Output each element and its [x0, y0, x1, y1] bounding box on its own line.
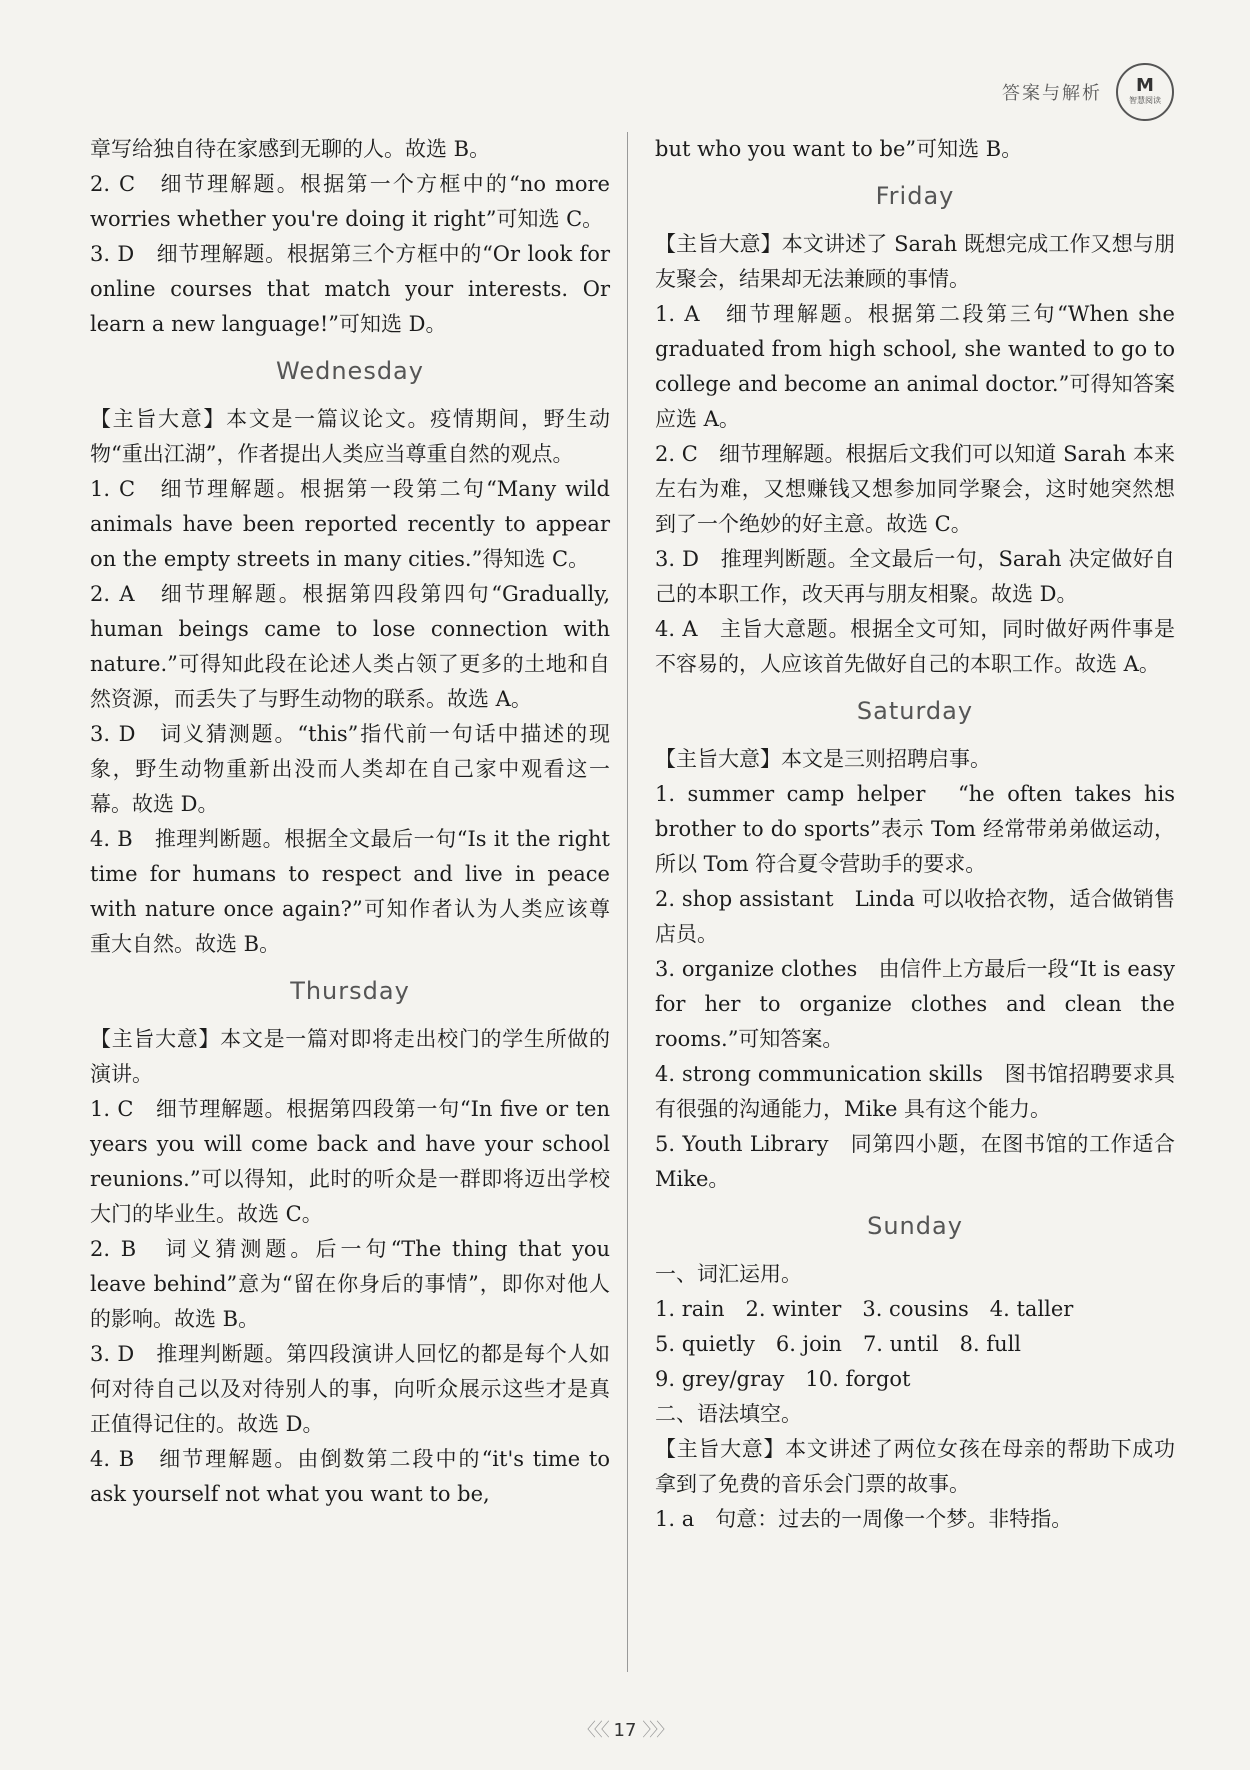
answer-item: 4. A 主旨大意题。根据全文可知，同时做好两件事是不容易的，人应该首先做好自己的本职工作。故选 A。 — [655, 617, 1175, 676]
answer-item: 4. B 细节理解题。由倒数第二段中的“it's time to ask yourself not what you want to be, — [90, 1447, 610, 1506]
answer-line: 5. quietly 6. join 7. until 8. full — [655, 1332, 1022, 1356]
column-divider — [627, 132, 628, 1672]
paragraph: 章写给独自待在家感到无聊的人。故选 B。 — [90, 137, 491, 161]
answer-item: 3. organize clothes 由信件上方最后一段“It is easy for her to organize clothes and clean the rooms.”可知答案。 — [655, 957, 1175, 1051]
answer-item: 2. B 词义猜测题。后一句“The thing that you leave behind”意为“留在你身后的事情”，即你对他人的影响。故选 B。 — [90, 1237, 610, 1331]
left-column — [90, 132, 610, 1512]
answer-item: 2. shop assistant Linda 可以收拾衣物，适合做销售店员。 — [655, 887, 1175, 946]
answer-item: 1. a 句意：过去的一周像一个梦。非特指。 — [655, 1507, 1073, 1531]
summary-paragraph: 【主旨大意】本文是一篇议论文。疫情期间，野生动物“重出江湖”，作者提出人类应当尊重自然的观点。 — [90, 407, 610, 466]
answer-item: 1. A 细节理解题。根据第二段第三句“When she graduated from high school, she wanted to go to college and become an animal doctor.”可得知答案应选 A。 — [655, 302, 1175, 431]
summary-paragraph: 【主旨大意】本文讲述了 Sarah 既想完成工作又想与朋友聚会，结果却无法兼顾的事情。 — [655, 232, 1175, 291]
summary-paragraph: 【主旨大意】本文讲述了两位女孩在母亲的帮助下成功拿到了免费的音乐会门票的故事。 — [655, 1437, 1175, 1496]
summary-paragraph: 【主旨大意】本文是一篇对即将走出校门的学生所做的演讲。 — [90, 1027, 610, 1086]
publisher-logo-icon — [1116, 63, 1174, 121]
answer-item: 3. D 词义猜测题。“this”指代前一句话中描述的现象，野生动物重新出没而人类却在自己家中观看这一幕。故选 D。 — [90, 722, 610, 816]
answer-item: 4. strong communication skills 图书馆招聘要求具有很强的沟通能力，Mike 具有这个能力。 — [655, 1062, 1175, 1121]
answer-line: 1. rain 2. winter 3. cousins 4. taller — [655, 1297, 1074, 1321]
answer-item: 3. D 细节理解题。根据第三个方框中的“Or look for online courses that match your interests. Or learn a new language!”可知选 D。 — [90, 242, 610, 336]
subsection-title: 二、语法填空。 — [655, 1402, 802, 1426]
section-heading-sunday: Sunday — [867, 1212, 963, 1240]
summary-paragraph: 【主旨大意】本文是三则招聘启事。 — [655, 747, 991, 771]
answer-item: 2. A 细节理解题。根据第四段第四句“Gradually, human beings came to lose connection with nature.”可得知此段在论述人类占领了更多的土地和自然资源，而丢失了与野生动物的联系。故选 A。 — [90, 582, 610, 711]
logo-text: 智慧阅读 — [1129, 96, 1161, 105]
answer-item: 5. Youth Library 同第四小题，在图书馆的工作适合 Mike。 — [655, 1132, 1175, 1191]
answer-item: 2. C 细节理解题。根据第一个方框中的“no more worries whether you're doing it right”可知选 C。 — [90, 172, 610, 231]
page-number: 17 — [613, 1720, 637, 1741]
right-column — [655, 132, 1175, 1537]
page-header — [1002, 62, 1174, 122]
answer-line: 9. grey/gray 10. forgot — [655, 1367, 911, 1391]
answer-item: 3. D 推理判断题。第四段演讲人回忆的都是每个人如何对待自己以及对待别人的事，向听众展示这些才是真正值得记住的。故选 D。 — [90, 1342, 610, 1436]
left-chevrons-icon: 〈〈〈 — [577, 1720, 608, 1741]
section-heading-wednesday: Wednesday — [276, 357, 424, 385]
paragraph: but who you want to be”可知选 B。 — [655, 137, 1023, 161]
answer-item: 1. C 细节理解题。根据第四段第一句“In five or ten years you will come back and have your school reunions.”可以得知，此时的听众是一群即将迈出学校大门的毕业生。故选 C。 — [90, 1097, 610, 1226]
section-heading-thursday: Thursday — [290, 977, 410, 1005]
section-heading-friday: Friday — [875, 182, 955, 210]
header-title: 答案与解析 — [1002, 83, 1102, 104]
answer-item: 1. C 细节理解题。根据第一段第二句“Many wild animals have been reported recently to appear on the empty streets in many cities.”得知选 C。 — [90, 477, 610, 571]
answer-item: 2. C 细节理解题。根据后文我们可以知道 Sarah 本来左右为难，又想赚钱又想参加同学聚会，这时她突然想到了一个绝妙的好主意。故选 C。 — [655, 442, 1175, 536]
answer-item: 3. D 推理判断题。全文最后一句，Sarah 决定做好自己的本职工作，改天再与朋友相聚。故选 D。 — [655, 547, 1175, 606]
answer-item: 1. summer camp helper “he often takes his brother to do sports”表示 Tom 经常带弟弟做运动，所以 Tom 符合夏令营助手的要求。 — [655, 782, 1175, 876]
logo-mark: M — [1136, 75, 1154, 96]
right-chevrons-icon: 〉〉〉 — [642, 1720, 673, 1741]
subsection-title: 一、词汇运用。 — [655, 1262, 802, 1286]
answer-item: 4. B 推理判断题。根据全文最后一句“Is it the right time for humans to respect and live in peace with nature once again?”可知作者认为人类应该尊重大自然。故选 B。 — [90, 827, 610, 956]
section-heading-saturday: Saturday — [856, 697, 974, 725]
page-footer — [0, 1716, 1250, 1742]
